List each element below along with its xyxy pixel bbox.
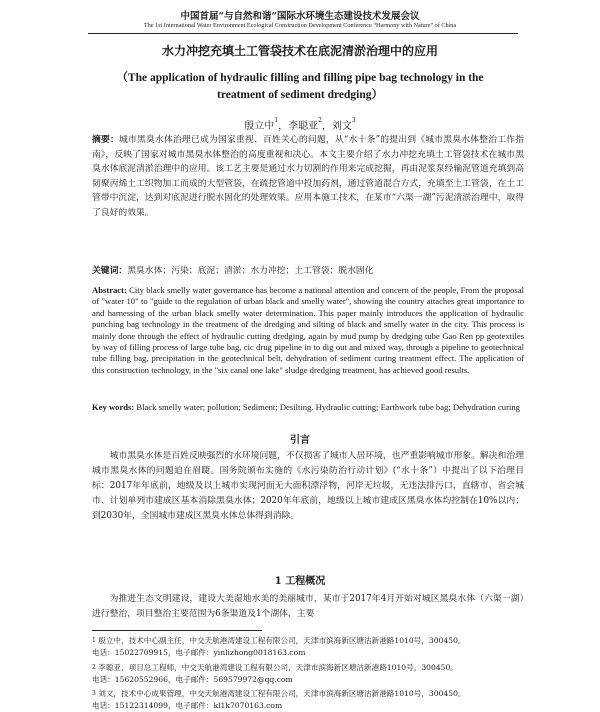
introduction-heading: 引言 (290, 435, 310, 446)
keywords-en-text: Black smelly water; pollution; Sediment; Desilting. Hydraulic cutting; Earthwork tube bag; Dehydration curing (136, 402, 520, 412)
footnote (92, 688, 532, 712)
author-name: 刘文 (331, 121, 352, 132)
author-mark: 3 (351, 117, 356, 124)
author-list (0, 117, 600, 132)
author-separator: ， (278, 121, 289, 132)
footnote-mark: 3 (92, 690, 96, 697)
footnote-line: 李聪亚，项目总工程师，中交天航港湾建设工程有限公司，天津市滨海新区塘沽新港路1010号，300450。 (98, 663, 458, 672)
author-name: 殷立中 (244, 121, 275, 132)
abstract-en (92, 285, 524, 376)
footnote-line: 电话：15620552966，电子邮件：569579972@qq.com (92, 675, 293, 684)
keywords-en-label: Key words: (92, 402, 135, 412)
keywords-cn (92, 264, 524, 278)
conference-header-en: The 1st International Water Environment Ecological Construction Development Conference “Harmony with Nature” of China (143, 22, 457, 29)
footnote-line: 电话：15122314099，电子邮件：kl1k7070163.com (92, 701, 283, 710)
footnote-mark: 2 (92, 664, 96, 671)
footnote-line: 殷立中，技术中心副主任，中交天航港湾建设工程有限公司，天津市滨海新区塘沽新港路1010号，300450。 (98, 636, 466, 645)
author-mark: 2 (318, 117, 322, 124)
paper-title-en: （The application of hydraulic filling and filling pipe bag technology in the treatment of sediment dredging） (116, 72, 484, 101)
section-1-paragraph: 为推进生态文明建设，建设大美湿地水美的美丽城市，某市于2017年4月开始对城区黑臭水体（六渠一湖）进行整治，项目整治主要范围为6条渠道及1个湖体，主要 (92, 594, 524, 619)
footnote (92, 662, 532, 686)
conference-header-cn: 中国首届“与自然和谐”国际水环境生态建设技术发展会议 (180, 11, 420, 22)
abstract-cn (92, 133, 524, 221)
footnote-mark: 1 (92, 637, 96, 644)
author-mark: 1 (274, 117, 279, 124)
section-1-heading: 1 工程概况 (274, 576, 326, 587)
keywords-cn-text: 黑臭水体；污染；底泥；清淤；水力冲挖；土工管袋；脱水固化 (127, 266, 374, 276)
abstract-en-text: City black smelly water governance has become a national attention and concern of the people, From the proposal of "water 10" to "guide to the regulation of urban black and smelly water", showing the country attaches great importance to and harnessing of the urban black smelly water determination. This paper mainly introduces the application of hydraulic punching bag technology in the treatment of the dredging and silting of black and smelly water in the city. This process is mainly done through the effect of hydraulic cutting dredging, again by mud pump by dredging tube Gao Ren pp geotextiles by way of filling process of large tube bag, cic drug pipeline in to dig out and mixed way, through a pipeline to geotechnical tube filling bag, precipitation in the geotechnical belt, dehydration of sediment curing treatment effect. The application of this construction technology, in the "six canal one lake" sludge dredging treatment, has achieved good results. (92, 285, 524, 375)
abstract-en-label: Abstract: (92, 285, 127, 295)
abstract-cn-label: 摘要： (92, 135, 119, 145)
introduction-paragraph: 城市黑臭水体是百姓反映强烈的水环境问题，不仅损害了城市人居环境，也严重影响城市形象。解决和治理城市黑臭水体的问题迫在眉睫。国务院颁布实施的《水污染防治行动计划》(“水十条”）中提出了以下治理目标：2017年年底前，地级及以上城市实现河面无大面积漂浮物，河岸无垃圾，无违法排污口，直辖市、省会城市、计划单列市建成区基本消除黑臭水体；2020年年底前，地级以上城市建成区黑臭水体均控制在10%以内；到2030年，全国城市建成区黑臭水体总体得到消除。 (92, 451, 524, 521)
keywords-en (92, 402, 524, 413)
footnote-line: 电话：15022709915，电子邮件：yinlizhong0018163.com (92, 648, 306, 657)
footnote-rule (92, 630, 262, 631)
footnote-line: 刘文，技术中心成果管理，中交天航港湾建设工程有限公司，天津市滨海新区塘沽新港路1010号，300450。 (98, 689, 466, 698)
footnote (92, 635, 532, 659)
author-separator: ， (321, 121, 332, 132)
paper-title-cn: 水力冲挖充填土工管袋技术在底泥清淤治理中的应用 (161, 44, 438, 58)
keywords-cn-label: 关键词： (92, 266, 128, 276)
abstract-cn-text: 城市黑臭水体治理已成为国家重视、百姓关心的问题，从“水十条”的提出到《城市黑臭水体整治工作指南》，反映了国家对城市黑臭水体整治的高度重视和决心。本文主要介绍了水力冲挖充填土工管袋技术在城市黑臭水体底泥清淤治理中的应用。该工艺主要是通过水力切割的作用来完成挖掘，再由泥浆泵经输泥管道充填到高韧聚丙烯土工织物加工而成的大型管袋，在疏挖管道中投加药剂，通过管道混合方式，充填至土工管袋，在土工管带中沉淀，达到对底泥进行脱水固化的处理效果。应用本施工技术，在某市“六渠一湖”污泥清淤治理中，取得了良好的效果。 (92, 135, 524, 218)
header-rule (88, 33, 518, 34)
author-name: 李聪亚 (288, 121, 319, 132)
